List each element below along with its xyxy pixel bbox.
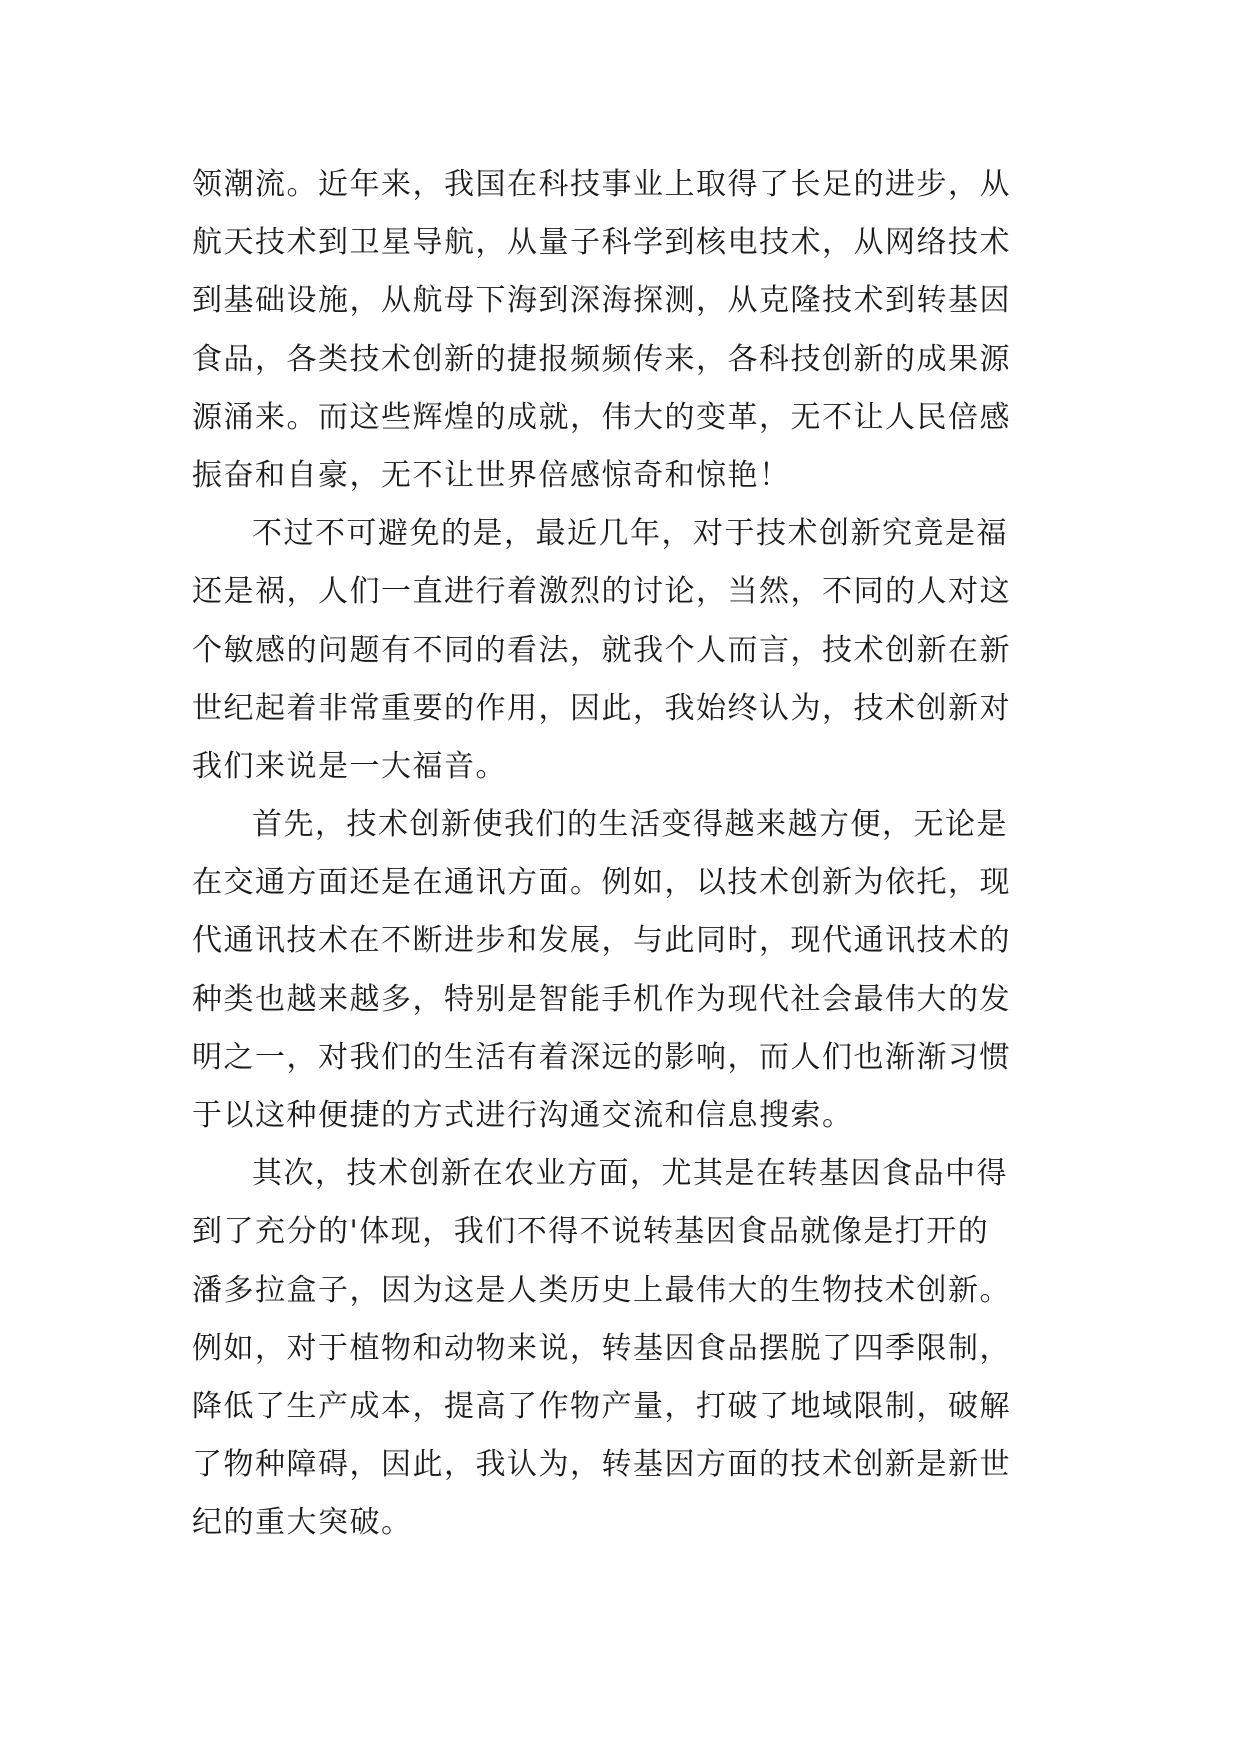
paragraph-2-line-3: 个敏感的问题有不同的看法，就我个人而言，技术创新在新 (192, 632, 1011, 668)
paragraph-4-line-5: 降低了生产成本，提高了作物产量，打破了地域限制，破解 (192, 1388, 1011, 1424)
paragraph-3-line-1: 首先，技术创新使我们的生活变得越来越方便，无论是 (252, 807, 1008, 843)
paragraph-3-line-5: 明之一，对我们的生活有着深远的影响，而人们也渐渐习惯 (192, 1039, 1011, 1075)
paragraph-2-line-1: 不过不可避免的是，最近几年，对于技术创新究竟是福 (252, 516, 1008, 552)
paragraph-3-line-2: 在交通方面还是在通讯方面。例如，以技术创新为依托，现 (192, 865, 1011, 901)
paragraph-2-line-5: 我们来说是一大福音。 (192, 748, 507, 784)
paragraph-4-line-2: 到了充分的'体现，我们不得不说转基因食品就像是打开的 (192, 1214, 990, 1250)
paragraph-3-line-4: 种类也越来越多，特别是智能手机作为现代社会最伟大的发 (192, 981, 1011, 1017)
paragraph-4-line-6: 了物种障碍，因此，我认为，转基因方面的技术创新是新世 (192, 1447, 1011, 1483)
body-text (192, 156, 1072, 1553)
paragraph-3-line-3: 代通讯技术在不断进步和发展，与此同时，现代通讯技术的 (192, 923, 1011, 959)
paragraph-1-line-2: 航天技术到卫星导航，从量子科学到核电技术，从网络技术 (192, 225, 1011, 261)
paragraph-2-line-2: 还是祸，人们一直进行着激烈的讨论，当然，不同的人对这 (192, 574, 1011, 610)
paragraph-1-line-4: 食品，各类技术创新的捷报频频传来，各科技创新的成果源 (192, 341, 1011, 377)
paragraph-4-line-4: 例如，对于植物和动物来说，转基因食品摆脱了四季限制， (192, 1330, 1011, 1366)
paragraph-3-line-6: 于以这种便捷的方式进行沟通交流和信息搜索。 (192, 1098, 854, 1133)
paragraph-4-line-3: 潘多拉盒子，因为这是人类历史上最伟大的生物技术创新。 (192, 1272, 1011, 1308)
paragraph-4-line-7: 纪的重大突破。 (192, 1505, 413, 1541)
paragraph-1-line-5: 源涌来。而这些辉煌的成就，伟大的变革，无不让人民倍感 (192, 399, 1011, 435)
paragraph-1-line-1: 领潮流。近年来，我国在科技事业上取得了长足的进步，从 (192, 167, 1011, 202)
paragraph-4-line-1: 其次，技术创新在农业方面，尤其是在转基因食品中得 (252, 1156, 1008, 1192)
paragraph-1-line-3: 到基础设施，从航母下海到深海探测，从克隆技术到转基因 (192, 283, 1011, 319)
paragraph-1-line-6: 振奋和自豪，无不让世界倍感惊奇和惊艳！ (192, 457, 791, 493)
paragraph-2-line-4: 世纪起着非常重要的作用，因此，我始终认为，技术创新对 (192, 690, 1011, 726)
